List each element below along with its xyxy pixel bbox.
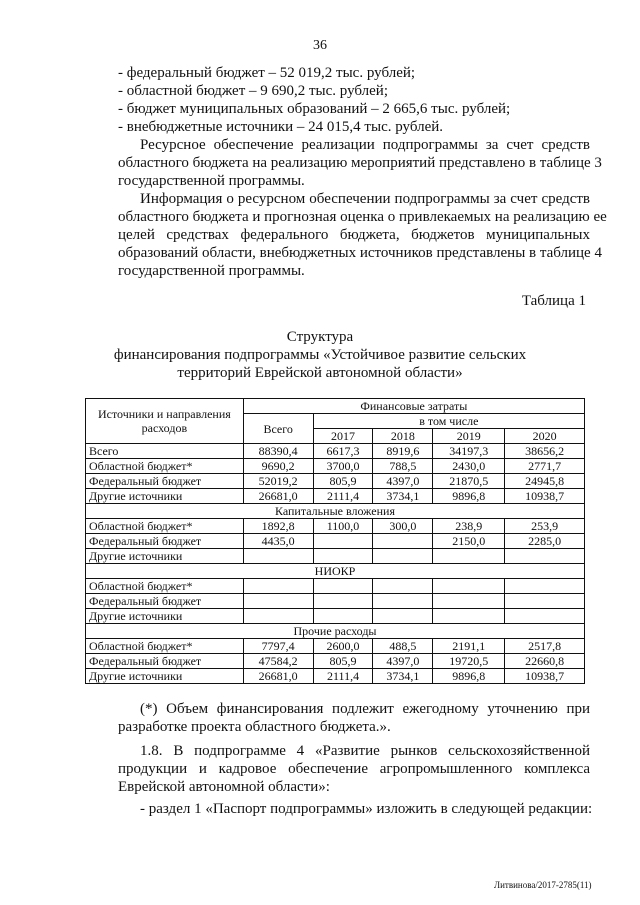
table-row [86,669,585,684]
table-cell [243,579,313,594]
table-cell: 21870,5 [433,474,505,489]
table-cell: 34197,3 [433,444,505,459]
table-cell [313,579,373,594]
table-cell [243,549,313,564]
table-row [86,579,585,594]
table-cell: 47584,2 [243,654,313,669]
page-number: 36 [313,38,327,53]
table-cell: 788,5 [373,459,433,474]
table-cell: 4397,0 [373,654,433,669]
table-cell: 253,9 [505,519,585,534]
table-cell: 2111,4 [313,489,373,504]
table-row [86,474,585,489]
row-label: Областной бюджет* [86,459,244,474]
table-cell: 2430,0 [433,459,505,474]
table-row [86,459,585,474]
header-total: Всего [243,414,313,444]
table-cell [373,609,433,624]
table-cell [373,534,433,549]
table-cell: 3734,1 [373,489,433,504]
table-cell: 238,9 [433,519,505,534]
table-cell [505,579,585,594]
table-cell: 9690,2 [243,459,313,474]
table-cell [505,609,585,624]
section-title: Капитальные вложения [86,504,585,519]
table-cell: 9896,8 [433,669,505,684]
table-row [86,489,585,504]
table-cell [313,594,373,609]
row-label: Другие источники [86,669,244,684]
table-cell: 2771,7 [505,459,585,474]
footnote-line: разработке проекта областного бюджета.». [118,719,391,735]
header-costs: Финансовые затраты [243,399,584,414]
table-row [86,654,585,669]
table-cell [313,549,373,564]
table-cell: 26681,0 [243,669,313,684]
financing-table [85,398,585,684]
table-cell [373,579,433,594]
bullet-municipal: - бюджет муниципальных образований – 2 665,6 тыс. рублей; [118,101,511,117]
table-cell: 26681,0 [243,489,313,504]
header-year: 2017 [313,429,373,444]
paragraph-3-line: Еврейской автономной области»: [118,779,330,795]
table-label: Таблица 1 [521,293,586,309]
section-row [86,564,585,579]
table-title: Структура [286,329,354,345]
bullet-regional: - областной бюджет – 9 690,2 тыс. рублей; [118,83,388,99]
bullet-federal: - федеральный бюджет – 52 019,2 тыс. рублей; [118,65,416,81]
table-cell: 2150,0 [433,534,505,549]
table-cell: 7797,4 [243,639,313,654]
table-cell: 52019,2 [243,474,313,489]
table-cell: 2111,4 [313,669,373,684]
row-label: Областной бюджет* [86,579,244,594]
table-cell [433,579,505,594]
header-including: в том числе [313,414,584,429]
table-cell: 2517,8 [505,639,585,654]
table-cell [373,594,433,609]
table-row [86,549,585,564]
footnote-line: (*) Объем финансирования подлежит ежегодному уточнению при [140,701,590,717]
table-cell: 10938,7 [505,669,585,684]
header-sources: Источники и направления расходов [86,399,244,444]
table-row [86,444,585,459]
table-cell [505,549,585,564]
row-label: Областной бюджет* [86,519,244,534]
table-cell: 88390,4 [243,444,313,459]
table-cell: 1892,8 [243,519,313,534]
paragraph-2-line: образований области, внебюджетных источников представлены в таблице 4 [118,245,602,261]
table-row [86,534,585,549]
paragraph-2-line: целей средствах федерального бюджета, бюджетов муниципальных [118,227,590,243]
table-cell [433,549,505,564]
table-cell: 38656,2 [505,444,585,459]
document-stamp: Литвинова/2017-2785(11) [494,880,592,890]
header-year: 2018 [373,429,433,444]
table-cell [373,549,433,564]
section-row [86,624,585,639]
table-cell [313,609,373,624]
paragraph-2-line: государственной программы. [118,263,305,279]
table-cell [313,534,373,549]
table-cell: 1100,0 [313,519,373,534]
table-row [86,639,585,654]
table-cell: 6617,3 [313,444,373,459]
table-cell: 2191,1 [433,639,505,654]
table-cell: 19720,5 [433,654,505,669]
table-title: территорий Еврейской автономной области» [177,365,463,381]
table-row [86,519,585,534]
row-label: Федеральный бюджет [86,534,244,549]
table-cell: 488,5 [373,639,433,654]
table-cell [243,594,313,609]
table-cell [243,609,313,624]
table-cell: 805,9 [313,474,373,489]
row-label: Другие источники [86,609,244,624]
table-title: финансирования подпрограммы «Устойчивое развитие сельских [113,347,527,363]
section-title: НИОКР [86,564,585,579]
paragraph-2-line: областного бюджета и прогнозная оценка о привлекаемых на реализацию ее [118,209,607,225]
table-cell: 9896,8 [433,489,505,504]
paragraph-1-line: областного бюджета на реализацию мероприятий представлено в таблице 3 [118,155,602,171]
section-title: Прочие расходы [86,624,585,639]
table-cell: 3700,0 [313,459,373,474]
paragraph-3-line: 1.8. В подпрограмме 4 «Развитие рынков сельскохозяйственной [140,743,590,759]
table-cell [505,594,585,609]
header-year: 2019 [433,429,505,444]
paragraph-3-line: продукции и кадровое обеспечение агропромышленного комплекса [118,761,590,777]
table-cell: 24945,8 [505,474,585,489]
bullet-offbudget: - внебюджетные источники – 24 015,4 тыс. рублей. [118,119,444,135]
paragraph-4: - раздел 1 «Паспорт подпрограммы» изложить в следующей редакции: [140,801,593,817]
paragraph-2-line: Информация о ресурсном обеспечении подпрограммы за счет средств [140,191,590,207]
table-cell: 300,0 [373,519,433,534]
row-label: Областной бюджет* [86,639,244,654]
row-label: Федеральный бюджет [86,594,244,609]
table-cell: 22660,8 [505,654,585,669]
table-cell [433,594,505,609]
table-cell: 4435,0 [243,534,313,549]
table-cell: 805,9 [313,654,373,669]
row-label: Всего [86,444,244,459]
table-cell: 10938,7 [505,489,585,504]
row-label: Другие источники [86,549,244,564]
paragraph-1-line: Ресурсное обеспечение реализации подпрограммы за счет средств [140,137,590,153]
table-cell [433,609,505,624]
table-cell: 2600,0 [313,639,373,654]
table-row [86,594,585,609]
header-year: 2020 [505,429,585,444]
table-cell: 3734,1 [373,669,433,684]
row-label: Федеральный бюджет [86,654,244,669]
row-label: Федеральный бюджет [86,474,244,489]
row-label: Другие источники [86,489,244,504]
table-cell: 4397,0 [373,474,433,489]
table-cell: 8919,6 [373,444,433,459]
section-row [86,504,585,519]
table-row [86,609,585,624]
paragraph-1-line: государственной программы. [118,173,305,189]
table-cell: 2285,0 [505,534,585,549]
